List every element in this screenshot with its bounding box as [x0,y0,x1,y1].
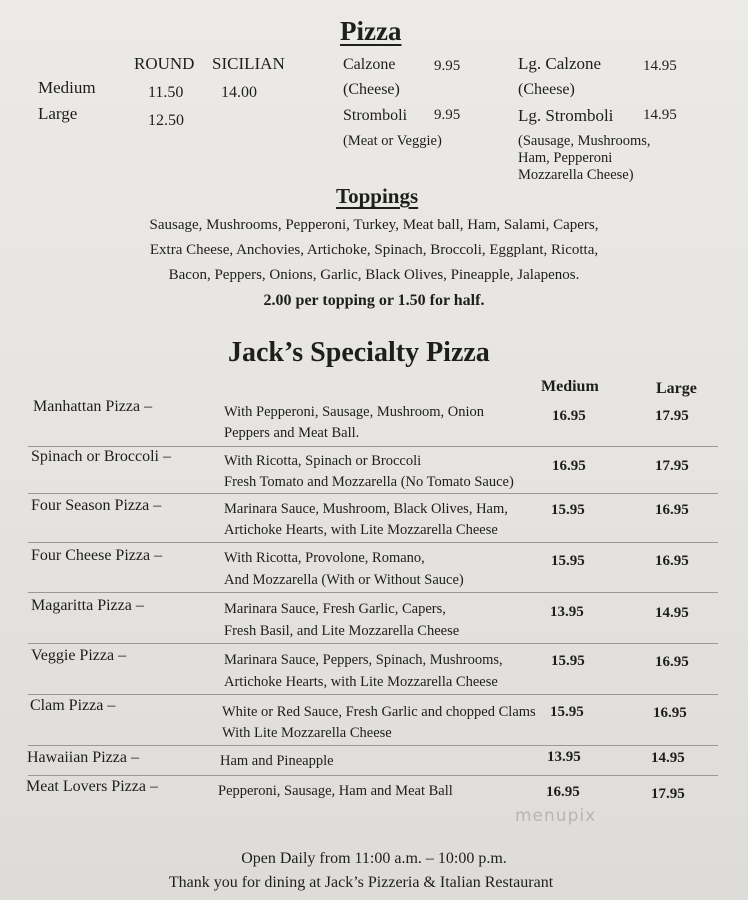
specialty-large-price: 17.95 [651,786,685,802]
specialty-name: Spinach or Broccoli – [31,448,171,465]
pizza-title: Pizza [340,16,402,46]
row-divider [28,493,718,494]
specialty-desc: With Lite Mozzarella Cheese [222,725,392,741]
row-divider [28,775,718,776]
specialty-name: Four Season Pizza – [31,497,162,514]
specialty-large-price: 17.95 [655,408,689,424]
specialty-medium-price: 15.95 [550,704,584,720]
specialty-name: Magaritta Pizza – [31,597,144,614]
toppings-line: Sausage, Mushrooms, Pepperoni, Turkey, Meat ball, Ham, Salami, Capers, [149,217,599,233]
specialty-desc: Pepperoni, Sausage, Ham and Meat Ball [218,783,453,799]
size-name: Medium [38,78,96,97]
lg-stromboli-name: Lg. Stromboli [518,106,614,125]
specialty-medium-price: 15.95 [551,653,585,669]
lg-stromboli-price: 14.95 [643,107,677,123]
col-large-header: Large [656,380,697,397]
thanks-line: Thank you for dining at Jack’s Pizzeria & Italian Restaurant [168,874,554,891]
toppings-title: Toppings [336,184,419,208]
specialty-large-price: 16.95 [655,654,689,670]
specialty-medium-price: 13.95 [550,604,584,620]
specialty-desc: White or Red Sauce, Fresh Garlic and chopped Clams [222,704,536,720]
calzone-desc: (Cheese) [343,81,400,98]
row-divider [28,542,718,543]
specialty-desc: With Ricotta, Spinach or Broccoli [224,453,422,469]
row-divider [28,694,718,695]
specialty-medium-price: 16.95 [552,458,586,474]
menupix-watermark: menupix [515,806,597,826]
specialty-name: Veggie Pizza – [31,647,127,664]
specialty-large-price: 14.95 [655,605,689,621]
specialty-medium-price: 16.95 [552,408,586,424]
row-divider [28,643,718,644]
lg-stromboli-desc-line: Mozzarella Cheese) [518,167,634,183]
size-round-price: 11.50 [148,84,184,101]
lg-calzone-price: 14.95 [643,58,677,74]
specialty-name: Four Cheese Pizza – [31,547,163,564]
specialty-desc: Ham and Pineapple [220,753,334,769]
toppings-price-note: 2.00 per topping or 1.50 for half. [263,292,485,309]
specialty-name: Manhattan Pizza – [33,398,153,415]
row-divider [28,745,718,746]
specialty-name: Hawaiian Pizza – [27,749,139,766]
specialty-large-price: 17.95 [655,458,689,474]
calzone-name: Calzone [343,56,396,73]
specialty-name: Meat Lovers Pizza – [26,778,158,795]
specialty-desc: With Ricotta, Provolone, Romano, [224,550,425,566]
specialty-medium-price: 13.95 [547,749,581,765]
toppings-line: Extra Cheese, Anchovies, Artichoke, Spinach, Broccoli, Eggplant, Ricotta, [149,242,599,258]
specialty-desc: Fresh Tomato and Mozzarella (No Tomato Sauce) [224,474,514,490]
specialty-medium-price: 15.95 [551,502,585,518]
specialty-desc: Fresh Basil, and Lite Mozzarella Cheese [224,623,460,639]
specialty-desc: Artichoke Hearts, with Lite Mozzarella Cheese [224,522,498,538]
lg-stromboli-desc-line: Ham, Pepperoni [518,150,613,166]
specialty-large-price: 16.95 [653,705,687,721]
size-sicilian-price: 14.00 [221,84,257,101]
stromboli-price: 9.95 [434,107,461,123]
specialty-desc: And Mozzarella (With or Without Sauce) [224,572,464,588]
specialty-desc: Marinara Sauce, Mushroom, Black Olives, Ham, [224,501,508,517]
specialty-desc: Marinara Sauce, Fresh Garlic, Capers, [224,601,446,617]
calzone-price: 9.95 [434,58,461,74]
lg-stromboli-desc-line: (Sausage, Mushrooms, [518,133,651,149]
row-divider [28,446,718,447]
col-medium-header: Medium [541,378,599,395]
stromboli-name: Stromboli [343,107,408,124]
specialty-desc: With Pepperoni, Sausage, Mushroom, Onion [224,404,484,420]
specialty-large-price: 16.95 [655,553,689,569]
specialty-large-price: 16.95 [655,502,689,518]
specialty-medium-price: 16.95 [546,784,580,800]
specialty-desc: Peppers and Meat Ball. [224,425,360,441]
specialty-large-price: 14.95 [651,750,685,766]
hours-line: Open Daily from 11:00 a.m. – 10:00 p.m. [241,850,507,867]
size-name: Large [38,104,78,123]
stromboli-desc: (Meat or Veggie) [343,133,442,149]
toppings-line: Bacon, Peppers, Onions, Garlic, Black Olives, Pineapple, Jalapenos. [168,267,580,283]
col-sicilian-header: SICILIAN [212,54,285,73]
lg-calzone-name: Lg. Calzone [518,54,602,73]
specialty-desc: Artichoke Hearts, with Lite Mozzarella Cheese [224,674,498,690]
row-divider [28,592,718,593]
col-round-header: ROUND [134,54,195,73]
specialty-name: Clam Pizza – [30,697,116,714]
specialty-title: Jack’s Specialty Pizza [228,337,490,368]
specialty-desc: Marinara Sauce, Peppers, Spinach, Mushrooms, [224,652,503,668]
lg-calzone-desc: (Cheese) [518,81,575,98]
specialty-medium-price: 15.95 [551,553,585,569]
size-round-price: 12.50 [148,112,184,129]
